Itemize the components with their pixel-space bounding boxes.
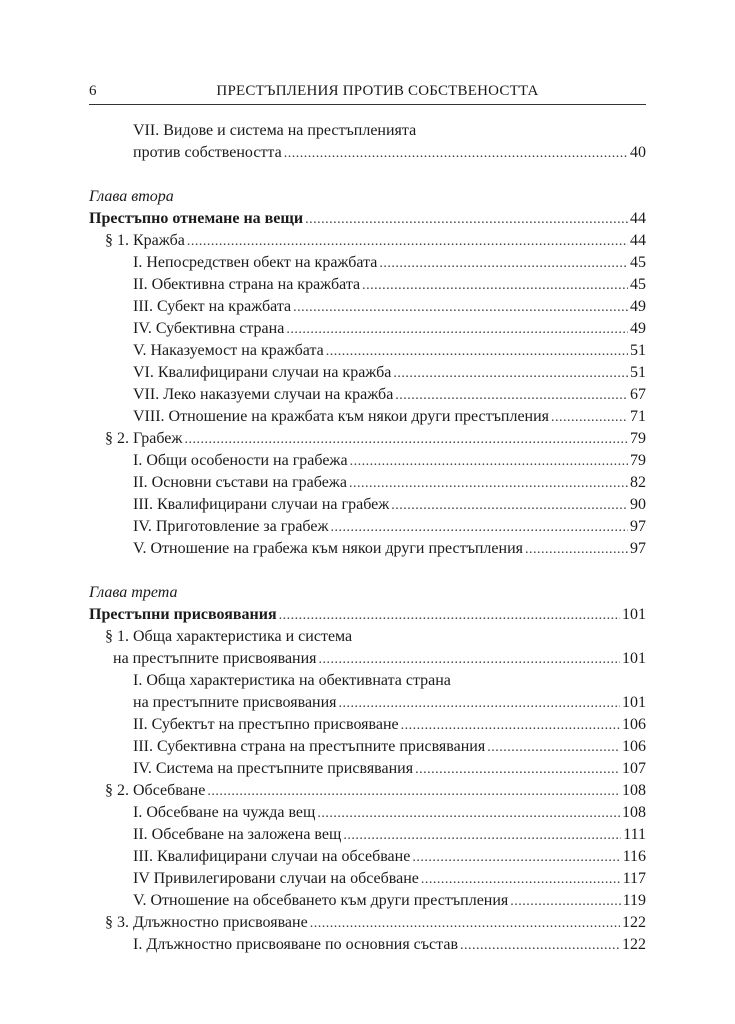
toc-entry[interactable] [89, 450, 646, 472]
toc-entry-title: V. Наказуемост на кражбата [133, 342, 324, 359]
dot-leader [187, 231, 628, 253]
page-header [89, 84, 646, 105]
toc-page-number: 111 [623, 826, 646, 843]
dot-leader [415, 759, 620, 781]
toc-section-title: § 2. Грабеж [105, 430, 183, 447]
dot-leader [350, 451, 628, 473]
dot-leader [279, 605, 620, 627]
toc-section-title: § 2. Обсебване [105, 782, 206, 799]
dot-leader [487, 737, 620, 759]
toc-section-title: на престъпните присвоявания [113, 650, 317, 667]
toc-page-number: 79 [630, 430, 646, 447]
toc-entry[interactable] [89, 384, 646, 406]
toc-entry[interactable] [89, 362, 646, 384]
dot-leader [310, 913, 620, 935]
toc-chapter-entry[interactable] [89, 208, 646, 230]
toc-entry-title: VII. Леко наказуеми случаи на кражба [133, 386, 394, 403]
dot-leader [207, 781, 620, 803]
toc-entry-title: VI. Квалифицирани случаи на кражба [133, 364, 392, 381]
toc-entry[interactable] [89, 736, 646, 758]
toc-page-number: 101 [622, 606, 646, 623]
toc-page-number: 44 [630, 232, 646, 249]
dot-leader [393, 363, 628, 385]
toc-entry-title: III. Квалифицирани случаи на обсебване [133, 848, 411, 865]
toc-entry-title: IV Привилегировани случаи на обсебване [133, 870, 419, 887]
toc-page-number: 51 [630, 364, 646, 381]
toc-section-entry[interactable] [89, 428, 646, 450]
toc-entry[interactable] [89, 802, 646, 824]
toc-page-number: 101 [622, 694, 646, 711]
toc-page-number: 40 [630, 144, 646, 161]
dot-leader [421, 869, 621, 891]
dot-leader [510, 891, 620, 913]
toc-entry-title: I. Длъжностно присвояване по основния състав [133, 936, 458, 953]
toc-page-number: 106 [622, 738, 646, 755]
toc-entry[interactable] [89, 516, 646, 538]
chapter3-section3-items [89, 934, 646, 956]
dot-leader [391, 495, 628, 517]
toc-section-entry[interactable] [89, 912, 646, 934]
toc-chapter-entry[interactable] [89, 604, 646, 626]
toc-section-entry[interactable] [89, 230, 646, 252]
toc-entry-line [89, 626, 646, 648]
toc-entry-line [89, 120, 646, 142]
toc-entry[interactable] [89, 758, 646, 780]
chapter-title: Престъпно отнемане на вещи [89, 210, 304, 227]
toc-page-number: 97 [630, 540, 646, 557]
toc-entry-title: VIII. Отношение на кражбата към някои други престъпления [133, 408, 550, 425]
toc-entry[interactable] [89, 714, 646, 736]
toc-entry-title: III. Субект на кражбата [133, 298, 292, 315]
toc-entry[interactable] [89, 274, 646, 296]
toc-page-number: 51 [630, 342, 646, 359]
toc-entry-title: I. Общи особености на грабежа [133, 452, 348, 469]
toc-entry-title: VII. Видове и система на престъпленията [133, 122, 417, 139]
dot-leader [379, 253, 628, 275]
toc-entry[interactable] [89, 494, 646, 516]
toc-entry-title: II. Основни състави на грабежа [133, 474, 347, 491]
toc-page-number: 45 [630, 254, 646, 271]
toc-page-number: 122 [622, 914, 646, 931]
toc-entry[interactable] [89, 142, 646, 164]
toc-entry[interactable] [89, 692, 646, 714]
toc-page-number: 49 [630, 320, 646, 337]
dot-leader [284, 143, 628, 165]
table-of-contents [89, 120, 646, 956]
toc-page-number: 101 [622, 650, 646, 667]
toc-entry-title: IV. Система на престъпните присвявания [133, 760, 414, 777]
toc-entry-title: IV. Субективна страна [133, 320, 285, 337]
chapter-title: Престъпни присвоявания [89, 606, 277, 623]
dot-leader [551, 407, 628, 429]
toc-page-number: 119 [622, 892, 646, 909]
toc-entry[interactable] [89, 472, 646, 494]
toc-page-number: 108 [622, 782, 646, 799]
toc-entry-title: V. Отношение на обсебването към други престъпления [133, 892, 509, 909]
toc-page-number: 116 [622, 848, 646, 865]
toc-entry-title: III. Квалифицирани случаи на грабеж [133, 496, 390, 513]
page-number: 6 [89, 83, 97, 99]
toc-entry-title: IV. Приготовление за грабеж [133, 518, 329, 535]
toc-entry[interactable] [89, 296, 646, 318]
dot-leader [362, 275, 628, 297]
toc-page-number: 117 [622, 870, 646, 887]
chapter-label: Глава втора [89, 188, 174, 205]
dot-leader [184, 429, 628, 451]
toc-section-entry[interactable] [89, 648, 646, 670]
toc-entry-title: II. Обсебване на заложена вещ [133, 826, 342, 843]
toc-section-entry[interactable] [89, 780, 646, 802]
dot-leader [412, 847, 620, 869]
chapter-label: Глава трета [89, 584, 178, 601]
toc-page-number: 108 [622, 804, 646, 821]
toc-entry[interactable] [89, 846, 646, 868]
toc-section-title: § 1. Кражба [105, 232, 185, 249]
dot-leader [349, 473, 628, 495]
toc-entry-title: II. Субектът на престъпно присвояване [133, 716, 399, 733]
dot-leader [305, 209, 628, 231]
toc-section-title: § 1. Обща характеристика и система [105, 628, 353, 645]
toc-page-number: 90 [630, 496, 646, 513]
toc-entry[interactable] [89, 318, 646, 340]
toc-entry-title: I. Обща характеристика на обективната страна [133, 672, 451, 689]
toc-entry[interactable] [89, 252, 646, 274]
dot-leader [460, 935, 620, 957]
toc-entry[interactable] [89, 340, 646, 362]
toc-page-number: 45 [630, 276, 646, 293]
toc-entry[interactable] [89, 934, 646, 956]
toc-page-number: 71 [630, 408, 646, 425]
toc-page-number: 79 [630, 452, 646, 469]
dot-leader [293, 297, 628, 319]
dot-leader [343, 825, 621, 847]
dot-leader [525, 539, 628, 561]
toc-entry-title: II. Обективна страна на кражбата [133, 276, 361, 293]
toc-entry-title: против собствеността [133, 144, 282, 161]
chapter2-sections [89, 230, 646, 560]
toc-entry-title: на престъпните присвоявания [133, 694, 337, 711]
chapter3-section2-items [89, 802, 646, 912]
dot-leader [401, 715, 620, 737]
toc-entry-title: III. Субективна страна на престъпните присвявания [133, 738, 486, 755]
toc-page-number: 44 [630, 210, 646, 227]
toc-page-number: 107 [622, 760, 646, 777]
toc-page-number: 106 [622, 716, 646, 733]
toc-page-number: 49 [630, 298, 646, 315]
dot-leader [326, 341, 628, 363]
dot-leader [395, 385, 628, 407]
running-title: ПРЕСТЪПЛЕНИЯ ПРОТИВ СОБСТВЕНОСТТА [216, 83, 539, 99]
toc-entry[interactable] [89, 824, 646, 846]
toc-entry[interactable] [89, 868, 646, 890]
toc-entry[interactable] [89, 890, 646, 912]
toc-page-number: 122 [622, 936, 646, 953]
dot-leader [319, 649, 620, 671]
chapter3-section1-items [89, 714, 646, 780]
toc-entry[interactable] [89, 538, 646, 560]
toc-page-number: 82 [630, 474, 646, 491]
dot-leader [286, 319, 628, 341]
toc-entry[interactable] [89, 406, 646, 428]
dot-leader [331, 517, 629, 539]
toc-section-title: § 3. Длъжностно присвояване [105, 914, 308, 931]
toc-entry-title: I. Обсебване на чужда вещ [133, 804, 316, 821]
toc-entry-title: V. Отношение на грабежа към някои други престъпления [133, 540, 523, 557]
toc-page-number: 67 [630, 386, 646, 403]
toc-page-number: 97 [630, 518, 646, 535]
dot-leader [339, 693, 620, 715]
dot-leader [317, 803, 620, 825]
toc-entry-line [89, 670, 646, 692]
toc-entry-title: I. Непосредствен обект на кражбата [133, 254, 378, 271]
